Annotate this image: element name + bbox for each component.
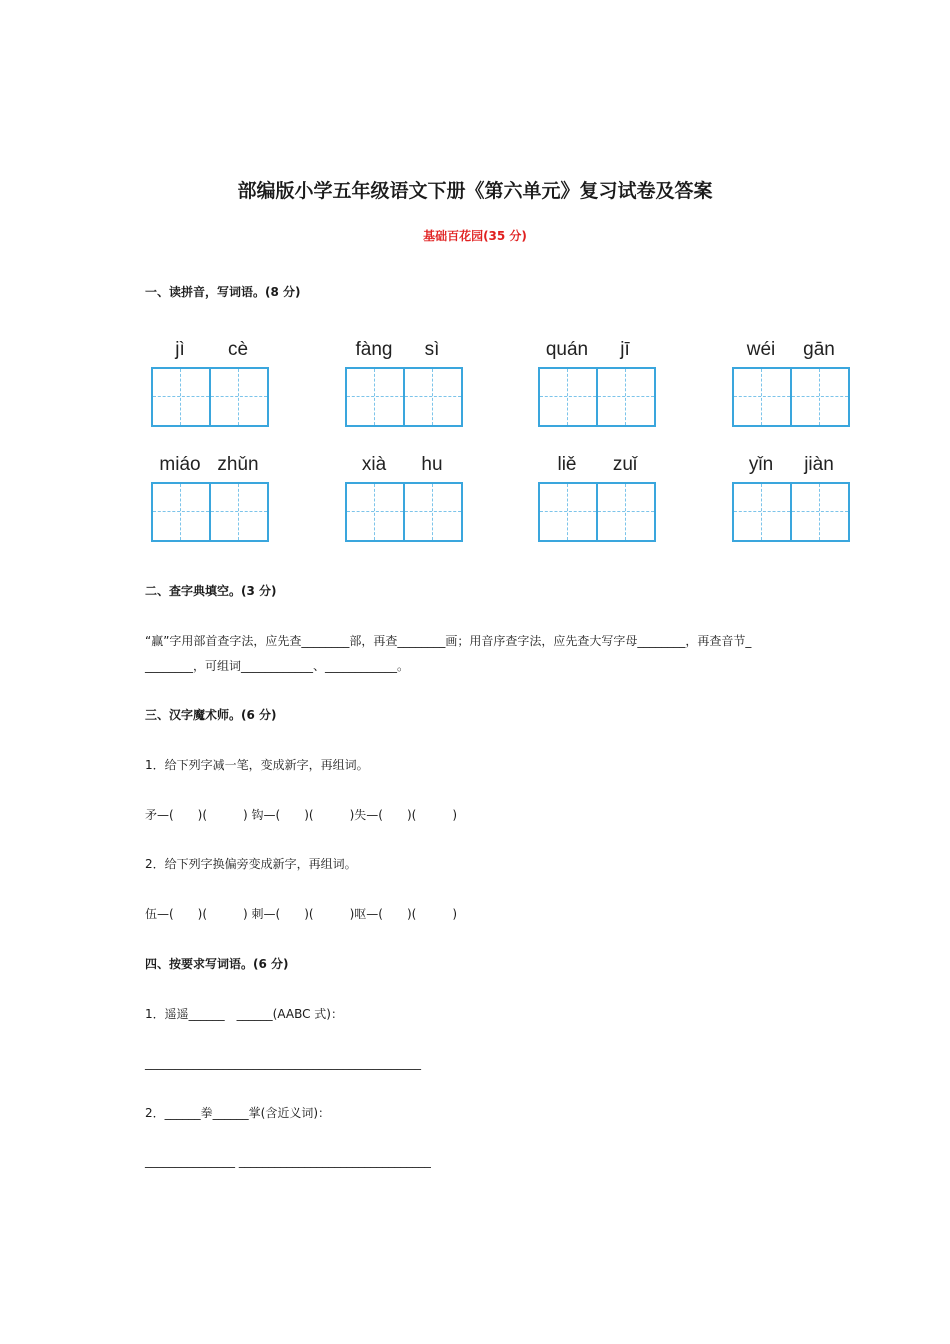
cell-guide-vertical <box>625 369 626 425</box>
writing-grid <box>732 367 850 427</box>
section1-heading: 一、读拼音，写词语。(8 分) <box>145 285 301 299</box>
section3-question2-answer-line: 伍—( )( ) 刺—( )( )呕—( )( ) <box>145 907 457 921</box>
writing-cell[interactable] <box>790 369 848 425</box>
cell-guide-vertical <box>567 484 568 540</box>
cell-guide-horizontal <box>598 511 654 512</box>
pinyin-label: liě <box>557 454 577 475</box>
pinyin-label: quán <box>545 339 589 360</box>
cell-guide-horizontal <box>153 511 209 512</box>
section3-heading: 三、汉字魔术师。(6 分) <box>145 708 277 722</box>
section4-question2: 2．______拳______掌(含近义词)： <box>145 1106 330 1120</box>
section3-question1: 1．给下列字减一笔，变成新字，再组词。 <box>145 758 369 772</box>
cell-guide-vertical <box>432 484 433 540</box>
writing-grid <box>732 482 850 542</box>
pinyin-label: zhǔn <box>217 454 259 475</box>
pinyin-item <box>151 454 269 546</box>
cell-guide-horizontal <box>211 396 267 397</box>
writing-cell[interactable] <box>347 369 403 425</box>
cell-guide-horizontal <box>347 511 403 512</box>
cell-guide-horizontal <box>211 511 267 512</box>
writing-cell[interactable] <box>540 484 596 540</box>
writing-grid <box>345 482 463 542</box>
cell-guide-vertical <box>238 484 239 540</box>
cell-guide-vertical <box>819 369 820 425</box>
writing-grid <box>151 367 269 427</box>
writing-cell[interactable] <box>596 369 654 425</box>
writing-cell[interactable] <box>347 484 403 540</box>
cell-guide-horizontal <box>792 511 848 512</box>
pinyin-label: yǐn <box>748 454 774 475</box>
pinyin-label: miáo <box>159 454 201 475</box>
cell-guide-horizontal <box>540 511 596 512</box>
cell-guide-horizontal <box>598 396 654 397</box>
pinyin-label: jì <box>175 339 185 360</box>
section3-question2: 2．给下列字换偏旁变成新字，再组词。 <box>145 857 357 871</box>
cell-guide-horizontal <box>347 396 403 397</box>
pinyin-label: jī <box>620 339 630 360</box>
pinyin-item <box>732 454 850 546</box>
cell-guide-vertical <box>567 369 568 425</box>
writing-cell[interactable] <box>540 369 596 425</box>
section2-line2: ________，可组词____________、____________。 <box>145 659 410 673</box>
writing-cell[interactable] <box>734 484 790 540</box>
cell-guide-vertical <box>180 484 181 540</box>
pinyin-label: gān <box>803 339 835 360</box>
pinyin-label: sì <box>424 339 440 360</box>
cell-guide-vertical <box>180 369 181 425</box>
pinyin-label: wéi <box>746 339 776 360</box>
writing-cell[interactable] <box>209 484 267 540</box>
writing-cell[interactable] <box>153 484 209 540</box>
pinyin-label: hu <box>421 454 443 475</box>
writing-cell[interactable] <box>153 369 209 425</box>
cell-guide-vertical <box>819 484 820 540</box>
cell-guide-vertical <box>374 484 375 540</box>
pinyin-item <box>151 339 269 431</box>
pinyin-label: zuǐ <box>612 454 638 475</box>
section3-question1-answer-line: 矛—( )( ) 钩—( )( )失—( )( ) <box>145 808 457 822</box>
section2-heading: 二、查字典填空。(3 分) <box>145 584 277 598</box>
pinyin-label: cè <box>227 339 249 360</box>
cell-guide-vertical <box>238 369 239 425</box>
writing-cell[interactable] <box>596 484 654 540</box>
cell-guide-horizontal <box>734 511 790 512</box>
pinyin-item <box>732 339 850 431</box>
cell-guide-vertical <box>374 369 375 425</box>
section4-question1-blank: ______________________________________________ <box>145 1056 421 1070</box>
writing-cell[interactable] <box>209 369 267 425</box>
pinyin-item <box>345 454 463 546</box>
section4-question1: 1．遥遥______ ______(AABC 式)： <box>145 1007 343 1021</box>
section-subtitle: 基础百花园(35 分) <box>423 229 527 243</box>
writing-grid <box>538 482 656 542</box>
cell-guide-vertical <box>761 369 762 425</box>
section2-line1: “赢”字用部首查字法，应先查________部，再查________画；用音序查字法，应先查大写字母________，再查音节_ <box>145 634 752 648</box>
cell-guide-vertical <box>432 369 433 425</box>
writing-grid <box>151 482 269 542</box>
writing-grid <box>538 367 656 427</box>
pinyin-item <box>538 454 656 546</box>
section4-question2-blank: _______________ ________________________________ <box>145 1154 431 1168</box>
cell-guide-horizontal <box>405 511 461 512</box>
cell-guide-horizontal <box>405 396 461 397</box>
writing-cell[interactable] <box>734 369 790 425</box>
cell-guide-vertical <box>625 484 626 540</box>
section4-heading: 四、按要求写词语。(6 分) <box>145 957 289 971</box>
pinyin-label: xià <box>361 454 387 475</box>
pinyin-label: fàng <box>355 339 393 360</box>
pinyin-label: jiàn <box>804 454 834 475</box>
writing-cell[interactable] <box>790 484 848 540</box>
cell-guide-horizontal <box>734 396 790 397</box>
cell-guide-horizontal <box>153 396 209 397</box>
writing-cell[interactable] <box>403 484 461 540</box>
page-title: 部编版小学五年级语文下册《第六单元》复习试卷及答案 <box>237 180 713 202</box>
writing-grid <box>345 367 463 427</box>
writing-cell[interactable] <box>403 369 461 425</box>
cell-guide-horizontal <box>792 396 848 397</box>
pinyin-item <box>538 339 656 431</box>
pinyin-item <box>345 339 463 431</box>
cell-guide-horizontal <box>540 396 596 397</box>
cell-guide-vertical <box>761 484 762 540</box>
